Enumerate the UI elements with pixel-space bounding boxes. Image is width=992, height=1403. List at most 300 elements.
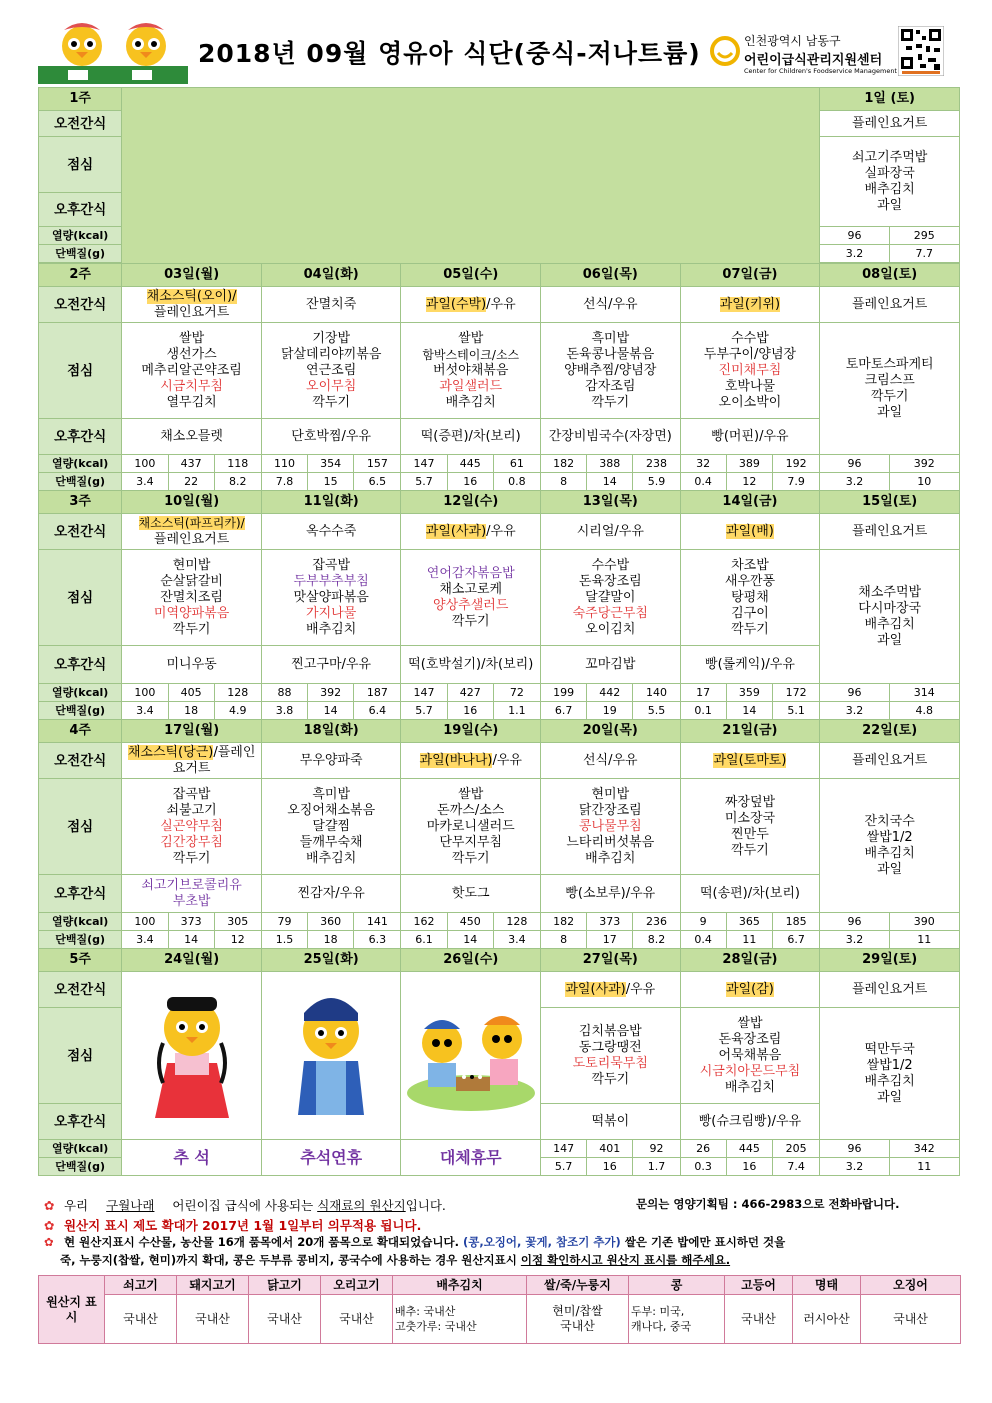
protein-value: 22 xyxy=(168,473,214,491)
row-label-lunch: 점심 xyxy=(39,137,122,193)
lunch-cell xyxy=(680,779,820,875)
lunch-item: 호박나물 xyxy=(724,378,776,394)
lunch-item: 쌀밥 xyxy=(737,1015,763,1031)
origin-value-row xyxy=(39,1295,961,1344)
lunch-item: 배추김치 xyxy=(306,850,357,866)
lunch-item: 쌀밥 xyxy=(458,786,484,802)
menu-table xyxy=(38,87,960,1176)
lunch-item: 버섯야채볶음 xyxy=(433,362,509,378)
day-date: 17일(월) xyxy=(122,720,262,743)
week3-am-row xyxy=(39,514,960,550)
lunch-item: 돈육장조림 xyxy=(718,1031,782,1047)
energy-value: 373 xyxy=(587,913,633,931)
note-text-red: 원산지 표시 제도 확대가 2017년 1월 1일부터 의무적용 됩니다. xyxy=(63,1218,422,1233)
lunch-item: 연근조림 xyxy=(306,362,357,378)
page-title: 2018년 09월 영유아 식단(중식-저나트륨) xyxy=(198,39,701,68)
day-date: 1일 (토) xyxy=(820,88,960,111)
am-snack-text: 플레인요거트 xyxy=(153,304,230,320)
pm-snack: 찐감자/우유 xyxy=(261,875,401,913)
protein-value: 5.5 xyxy=(633,702,680,720)
origin-value: 러시아산 xyxy=(793,1295,861,1344)
energy-value: 9 xyxy=(680,913,726,931)
holiday-label: 대체휴무 xyxy=(401,1140,541,1176)
energy-value: 182 xyxy=(541,455,587,473)
protein-value: 4.8 xyxy=(889,702,959,720)
lunch-item: 두부구이/양념장 xyxy=(703,346,797,362)
energy-value: 118 xyxy=(214,455,261,473)
am-snack-fruit: 채소스틱(오이)/ xyxy=(146,288,237,304)
pm-snack: 간장비빔국수(자장면) xyxy=(541,419,681,455)
note-text: 죽, 누룽지(찹쌀, 현미)까지 확대, 콩은 두부류 콩비지, 콩국수에 사용하는 경우 원산지표시 xyxy=(60,1253,517,1267)
energy-value: 192 xyxy=(772,455,819,473)
lunch-item: 순살닭갈비 xyxy=(160,573,223,589)
week2-energy-row xyxy=(39,455,960,473)
lunch-cell xyxy=(261,323,401,419)
am-snack: 플레인요거트 xyxy=(820,514,960,550)
am-snack xyxy=(401,287,541,323)
lunch-item: 잔치국수 xyxy=(864,813,915,829)
day-date: 26일(수) xyxy=(401,949,541,972)
lunch-item: 배추김치 xyxy=(864,181,915,197)
day-date: 22일(토) xyxy=(820,720,960,743)
energy-value: 96 xyxy=(820,227,889,245)
lunch-item: 토마토스파게티 xyxy=(845,356,934,372)
am-snack xyxy=(680,514,820,550)
week-label: 5주 xyxy=(39,949,122,972)
note-text: 현 원산지표시 수산물, 농산물 16개 품목에서 20개 품목으로 확대되었습니다. xyxy=(64,1235,459,1249)
origin-header-row xyxy=(39,1276,961,1295)
row-label-lunch: 점심 xyxy=(39,550,122,646)
energy-value: 26 xyxy=(680,1140,726,1158)
row-label-lunch: 점심 xyxy=(39,1008,122,1104)
lunch-item: 미소장국 xyxy=(724,810,776,826)
protein-value: 5.7 xyxy=(401,702,447,720)
lunch-item-low-sodium: 미역양파볶음 xyxy=(153,605,230,621)
lunch-cell xyxy=(680,550,820,646)
row-label-protein: 단백질(g) xyxy=(39,702,122,720)
lunch-item: 실파장국 xyxy=(864,165,915,181)
lunch-item-low-sodium: 시금치아몬드무침 xyxy=(699,1063,801,1079)
protein-value: 6.1 xyxy=(401,931,447,949)
lunch-item: 열무김치 xyxy=(166,394,217,410)
lunch-cell xyxy=(541,323,681,419)
am-snack-fruit: 과일(토마토) xyxy=(713,752,787,768)
am-snack: 플레인요거트 xyxy=(820,287,960,323)
protein-value: 5.7 xyxy=(401,473,447,491)
chuseok-girl-icon xyxy=(137,983,247,1123)
lunch-item: 깍두기 xyxy=(172,621,211,637)
lunch-item: 배추김치 xyxy=(585,850,636,866)
lunch-item: 다시마장국 xyxy=(858,600,922,616)
energy-value: 182 xyxy=(541,913,587,931)
holiday-label: 추석연휴 xyxy=(261,1140,401,1176)
origin-value: 배추: 국내산 고춧가루: 국내산 xyxy=(393,1295,527,1344)
energy-value: 442 xyxy=(587,684,633,702)
protein-value: 18 xyxy=(168,702,214,720)
day-date: 18일(화) xyxy=(261,720,401,743)
row-label-energy: 열량(kcal) xyxy=(39,913,122,931)
smile-logo-icon xyxy=(710,36,740,66)
am-snack xyxy=(122,514,262,550)
day-date: 04일(화) xyxy=(261,264,401,287)
week1-header-row xyxy=(39,88,960,111)
lunch-item: 배추김치 xyxy=(724,1079,776,1095)
week5-am-row xyxy=(39,972,960,1008)
pm-snack: 단호박찜/우유 xyxy=(261,419,401,455)
origin-value: 국내산 xyxy=(177,1295,249,1344)
protein-value: 6.7 xyxy=(772,931,819,949)
lunch-item-low-sodium: 진미채무침 xyxy=(718,362,782,378)
lunch-item-low-sodium: 시금치무침 xyxy=(160,378,223,394)
protein-value: 7.8 xyxy=(261,473,307,491)
am-snack: 시리얼/우유 xyxy=(541,514,681,550)
row-label-pm-snack: 오후간식 xyxy=(39,193,122,227)
lunch-item: 오징어채소볶음 xyxy=(287,802,376,818)
protein-value: 0.1 xyxy=(680,702,726,720)
pm-snack: 떡(호박설기)/차(보리) xyxy=(401,646,541,684)
row-label-pm-snack: 오후간식 xyxy=(39,646,122,684)
energy-value: 172 xyxy=(772,684,819,702)
origin-value: 국내산 xyxy=(249,1295,321,1344)
energy-value: 110 xyxy=(261,455,307,473)
protein-value: 3.2 xyxy=(820,931,889,949)
lunch-item: 깍두기 xyxy=(172,850,211,866)
lunch-item: 쌀밥1/2 xyxy=(866,1057,913,1073)
contact-note: 문의는 영양기획팀 : 466-2983으로 전화바랍니다. xyxy=(636,1197,900,1211)
lunch-cell xyxy=(820,137,960,227)
week-label: 3주 xyxy=(39,491,122,514)
chuseok-illustration-cell xyxy=(122,972,262,1140)
origin-value: 현미/찹쌀 국내산 xyxy=(527,1295,629,1344)
am-snack xyxy=(541,972,681,1008)
note-text-blue: (콩,오징어, 꽃게, 참조기 추가) xyxy=(462,1235,621,1249)
lunch-cell xyxy=(680,323,820,419)
protein-value: 16 xyxy=(447,473,493,491)
am-snack-text: /우유 xyxy=(492,752,522,768)
lunch-item: 과일 xyxy=(877,1089,903,1105)
energy-value: 141 xyxy=(354,913,401,931)
note-line-2 xyxy=(44,1216,421,1234)
energy-value: 147 xyxy=(401,684,447,702)
am-snack-fruit: 과일(바나나) xyxy=(419,752,493,768)
protein-value: 19 xyxy=(587,702,633,720)
week1-empty-area xyxy=(122,88,820,264)
row-label-protein: 단백질(g) xyxy=(39,473,122,491)
origin-header: 쇠고기 xyxy=(105,1276,177,1295)
am-snack-fruit: 채소스틱(파프리카)/ xyxy=(138,516,245,530)
day-date: 25일(화) xyxy=(261,949,401,972)
energy-value: 314 xyxy=(889,684,959,702)
protein-value: 3.4 xyxy=(493,931,540,949)
energy-value: 157 xyxy=(354,455,401,473)
protein-value: 6.3 xyxy=(354,931,401,949)
lunch-item: 채소고로케 xyxy=(439,581,503,597)
energy-value: 392 xyxy=(889,455,959,473)
protein-value: 17 xyxy=(587,931,633,949)
lunch-item: 돈까스/소스 xyxy=(437,802,505,818)
lunch-item: 채소주먹밥 xyxy=(858,584,922,600)
lunch-item: 현미밥 xyxy=(591,786,630,802)
lunch-item: 떡만두국 xyxy=(864,1041,915,1057)
protein-value: 8.2 xyxy=(214,473,261,491)
energy-value: 187 xyxy=(354,684,401,702)
lunch-item: 현미밥 xyxy=(172,557,211,573)
pm-snack: 떡(증편)/차(보리) xyxy=(401,419,541,455)
energy-value: 92 xyxy=(633,1140,680,1158)
week3-protein-row xyxy=(39,702,960,720)
protein-value: 5.9 xyxy=(633,473,680,491)
protein-value: 16 xyxy=(726,1158,772,1176)
energy-value: 96 xyxy=(820,913,889,931)
protein-value: 3.4 xyxy=(122,473,168,491)
lunch-item: 감자조림 xyxy=(585,378,636,394)
daycare-name: 구월나래 xyxy=(106,1198,155,1213)
note-line-4 xyxy=(60,1252,730,1268)
lunch-item: 김구이 xyxy=(731,605,769,621)
week-label: 4주 xyxy=(39,720,122,743)
row-label-protein: 단백질(g) xyxy=(39,245,122,263)
protein-value: 1.5 xyxy=(261,931,307,949)
week4-energy-row xyxy=(39,913,960,931)
energy-value: 389 xyxy=(726,455,772,473)
energy-value: 405 xyxy=(168,684,214,702)
origin-header: 배추김치 xyxy=(393,1276,527,1295)
pm-snack: 빵(소보루)/우유 xyxy=(541,875,681,913)
row-label-am-snack: 오전간식 xyxy=(39,514,122,550)
energy-value: 354 xyxy=(308,455,354,473)
row-label-protein: 단백질(g) xyxy=(39,931,122,949)
protein-value: 12 xyxy=(214,931,261,949)
day-date: 08일(토) xyxy=(820,264,960,287)
week5-energy-row xyxy=(39,1140,960,1158)
protein-value: 4.9 xyxy=(214,702,261,720)
energy-value: 427 xyxy=(447,684,493,702)
protein-value: 3.2 xyxy=(820,702,889,720)
energy-value: 199 xyxy=(541,684,587,702)
lunch-item: 달걀찜 xyxy=(312,818,351,834)
lunch-item: 배추김치 xyxy=(864,1073,915,1089)
week3-header-row xyxy=(39,491,960,514)
origin-header: 콩 xyxy=(629,1276,725,1295)
org-region: 인천광역시 남동구 xyxy=(744,34,841,48)
day-date: 05일(수) xyxy=(401,264,541,287)
lunch-item: 크림스프 xyxy=(864,372,915,388)
energy-value: 342 xyxy=(889,1140,959,1158)
day-date: 19일(수) xyxy=(401,720,541,743)
protein-value: 1.1 xyxy=(493,702,540,720)
pm-snack: 빵(슈크림빵)/우유 xyxy=(680,1104,820,1140)
day-date: 15일(토) xyxy=(820,491,960,514)
day-date: 12일(수) xyxy=(401,491,541,514)
row-label-am-snack: 오전간식 xyxy=(39,287,122,323)
lunch-item: 쌀밥 xyxy=(179,330,205,346)
am-snack xyxy=(122,743,262,779)
protein-value: 11 xyxy=(889,931,959,949)
org-block xyxy=(710,28,897,80)
day-date: 27일(목) xyxy=(541,949,681,972)
pm-snack: 꼬마김밥 xyxy=(541,646,681,684)
protein-value: 0.4 xyxy=(680,473,726,491)
lunch-item: 오이소박이 xyxy=(718,394,782,410)
lunch-item-low-sodium: 김간장무침 xyxy=(160,834,223,850)
energy-value: 295 xyxy=(889,227,959,245)
protein-value: 3.2 xyxy=(820,473,889,491)
lunch-item: 단무지무침 xyxy=(439,834,503,850)
pm-snack: 떡볶이 xyxy=(541,1104,681,1140)
lunch-item: 어묵채볶음 xyxy=(718,1047,782,1063)
am-snack-text: /우유 xyxy=(625,981,656,997)
lunch-item: 메추리알곤약조림 xyxy=(141,362,242,378)
lunch-cell xyxy=(401,550,541,646)
protein-value: 0.3 xyxy=(680,1158,726,1176)
org-english-name: Center for Children's Foodservice Management xyxy=(744,67,897,75)
day-date: 24일(월) xyxy=(122,949,262,972)
week4-header-row xyxy=(39,720,960,743)
day-date: 29일(토) xyxy=(820,949,960,972)
am-snack xyxy=(122,287,262,323)
org-name: 어린이급식관리지원센터 xyxy=(744,53,883,68)
qr-code-icon[interactable] xyxy=(898,26,944,76)
lunch-item: 짜장덮밥 xyxy=(724,794,776,810)
lunch-item: 쇠불고기 xyxy=(166,802,217,818)
energy-value: 79 xyxy=(261,913,307,931)
lunch-cell xyxy=(401,323,541,419)
energy-value: 88 xyxy=(261,684,307,702)
lunch-item: 잡곡밥 xyxy=(312,557,351,573)
am-snack-fruit: 과일(수박) xyxy=(425,296,487,312)
lunch-item: 김치볶음밥 xyxy=(578,1023,642,1039)
energy-value: 388 xyxy=(587,455,633,473)
day-date: 20일(목) xyxy=(541,720,681,743)
origin-value: 국내산 xyxy=(321,1295,393,1344)
lunch-item-low-sodium: 콩나물무침 xyxy=(578,818,642,834)
energy-value: 238 xyxy=(633,455,680,473)
pm-snack: 핫도그 xyxy=(401,875,541,913)
lunch-cell xyxy=(680,1008,820,1104)
row-label-energy: 열량(kcal) xyxy=(39,455,122,473)
lunch-cell xyxy=(261,550,401,646)
row-label-am-snack: 오전간식 xyxy=(39,743,122,779)
row-label-energy: 열량(kcal) xyxy=(39,1140,122,1158)
lunch-item: 기장밥 xyxy=(312,330,351,346)
protein-value: 3.8 xyxy=(261,702,307,720)
am-snack-fruit: 과일(배) xyxy=(726,523,774,539)
origin-header: 고등어 xyxy=(725,1276,793,1295)
row-label-lunch: 점심 xyxy=(39,323,122,419)
lunch-item: 들깨무숙채 xyxy=(299,834,363,850)
lunch-item: 탕평채 xyxy=(731,589,769,605)
am-snack: 옥수수죽 xyxy=(261,514,401,550)
note-text: 쌀은 기존 밥에만 표시하던 것을 xyxy=(624,1235,786,1249)
am-snack: 무우양파죽 xyxy=(261,743,401,779)
protein-value: 3.4 xyxy=(122,931,168,949)
energy-value: 32 xyxy=(680,455,726,473)
lunch-item-new: 두부부추부침 xyxy=(293,573,369,589)
week2-lunch-row xyxy=(39,323,960,419)
energy-value: 17 xyxy=(680,684,726,702)
lunch-item: 달걀말이 xyxy=(585,589,636,605)
lunch-item: 배추김치 xyxy=(864,616,915,632)
chuseok-boy-illustration-cell xyxy=(261,972,401,1140)
lunch-item-low-sodium: 가지나물 xyxy=(306,605,357,621)
day-date: 28일(금) xyxy=(680,949,820,972)
protein-value: 16 xyxy=(587,1158,633,1176)
holiday-illustration-cell xyxy=(401,972,541,1140)
lunch-item: 깍두기 xyxy=(591,394,630,410)
lunch-item: 깍두기 xyxy=(451,850,490,866)
protein-value: 14 xyxy=(587,473,633,491)
lunch-cell xyxy=(541,779,681,875)
protein-value: 8 xyxy=(541,473,587,491)
protein-value: 6.5 xyxy=(354,473,401,491)
row-label-pm-snack: 오후간식 xyxy=(39,419,122,455)
energy-value: 390 xyxy=(889,913,959,931)
lunch-item: 흑미밥 xyxy=(591,330,630,346)
lunch-item: 깍두기 xyxy=(312,394,351,410)
lunch-item: 돈육장조림 xyxy=(578,573,642,589)
am-snack-text: 플레인요거트 xyxy=(153,532,230,547)
energy-value: 373 xyxy=(168,913,214,931)
protein-value: 12 xyxy=(726,473,772,491)
energy-value: 305 xyxy=(214,913,261,931)
pm-snack: 미니우동 xyxy=(122,646,262,684)
am-snack-text: /우유 xyxy=(486,296,516,312)
energy-value: 365 xyxy=(726,913,772,931)
am-snack: 선식/우유 xyxy=(541,287,681,323)
lunch-cell xyxy=(122,779,262,875)
day-date: 06일(목) xyxy=(541,264,681,287)
energy-value: 147 xyxy=(541,1140,587,1158)
row-label-energy: 열량(kcal) xyxy=(39,684,122,702)
origin-header: 닭고기 xyxy=(249,1276,321,1295)
lunch-cell xyxy=(820,779,960,913)
pm-snack: 떡(송편)/차(보리) xyxy=(680,875,820,913)
lunch-cell xyxy=(122,550,262,646)
energy-value: 96 xyxy=(820,1140,889,1158)
week4-lunch-row xyxy=(39,779,960,875)
row-label-lunch: 점심 xyxy=(39,779,122,875)
am-snack xyxy=(401,514,541,550)
am-snack-text: /플레인요거트 xyxy=(172,744,256,776)
lunch-item-low-sodium: 과일샐러드 xyxy=(439,378,503,394)
row-label-am-snack: 오전간식 xyxy=(39,972,122,1008)
lunch-cell xyxy=(541,1008,681,1104)
lunch-item: 쌀밥 xyxy=(458,330,484,346)
energy-value: 128 xyxy=(214,684,261,702)
lunch-item: 깍두기 xyxy=(870,388,909,404)
day-date: 03일(월) xyxy=(122,264,262,287)
energy-value: 96 xyxy=(820,684,889,702)
energy-value: 100 xyxy=(122,913,168,931)
protein-value: 14 xyxy=(308,702,354,720)
energy-value: 100 xyxy=(122,684,168,702)
lunch-item: 깍두기 xyxy=(451,613,490,629)
lunch-cell xyxy=(541,550,681,646)
lunch-item: 차조밥 xyxy=(731,557,769,573)
note-text: 어린이집 급식에 사용되는 xyxy=(172,1198,314,1213)
lunch-item: 마카로니샐러드 xyxy=(426,818,515,834)
origin-value: 국내산 xyxy=(725,1295,793,1344)
energy-value: 205 xyxy=(772,1140,819,1158)
row-label-protein: 단백질(g) xyxy=(39,1158,122,1176)
week4-protein-row xyxy=(39,931,960,949)
origin-header: 오징어 xyxy=(861,1276,961,1295)
am-snack xyxy=(680,972,820,1008)
row-label-pm-snack: 오후간식 xyxy=(39,1104,122,1140)
am-snack-text: /우유 xyxy=(486,523,516,539)
protein-value: 6.7 xyxy=(541,702,587,720)
week4-am-row xyxy=(39,743,960,779)
